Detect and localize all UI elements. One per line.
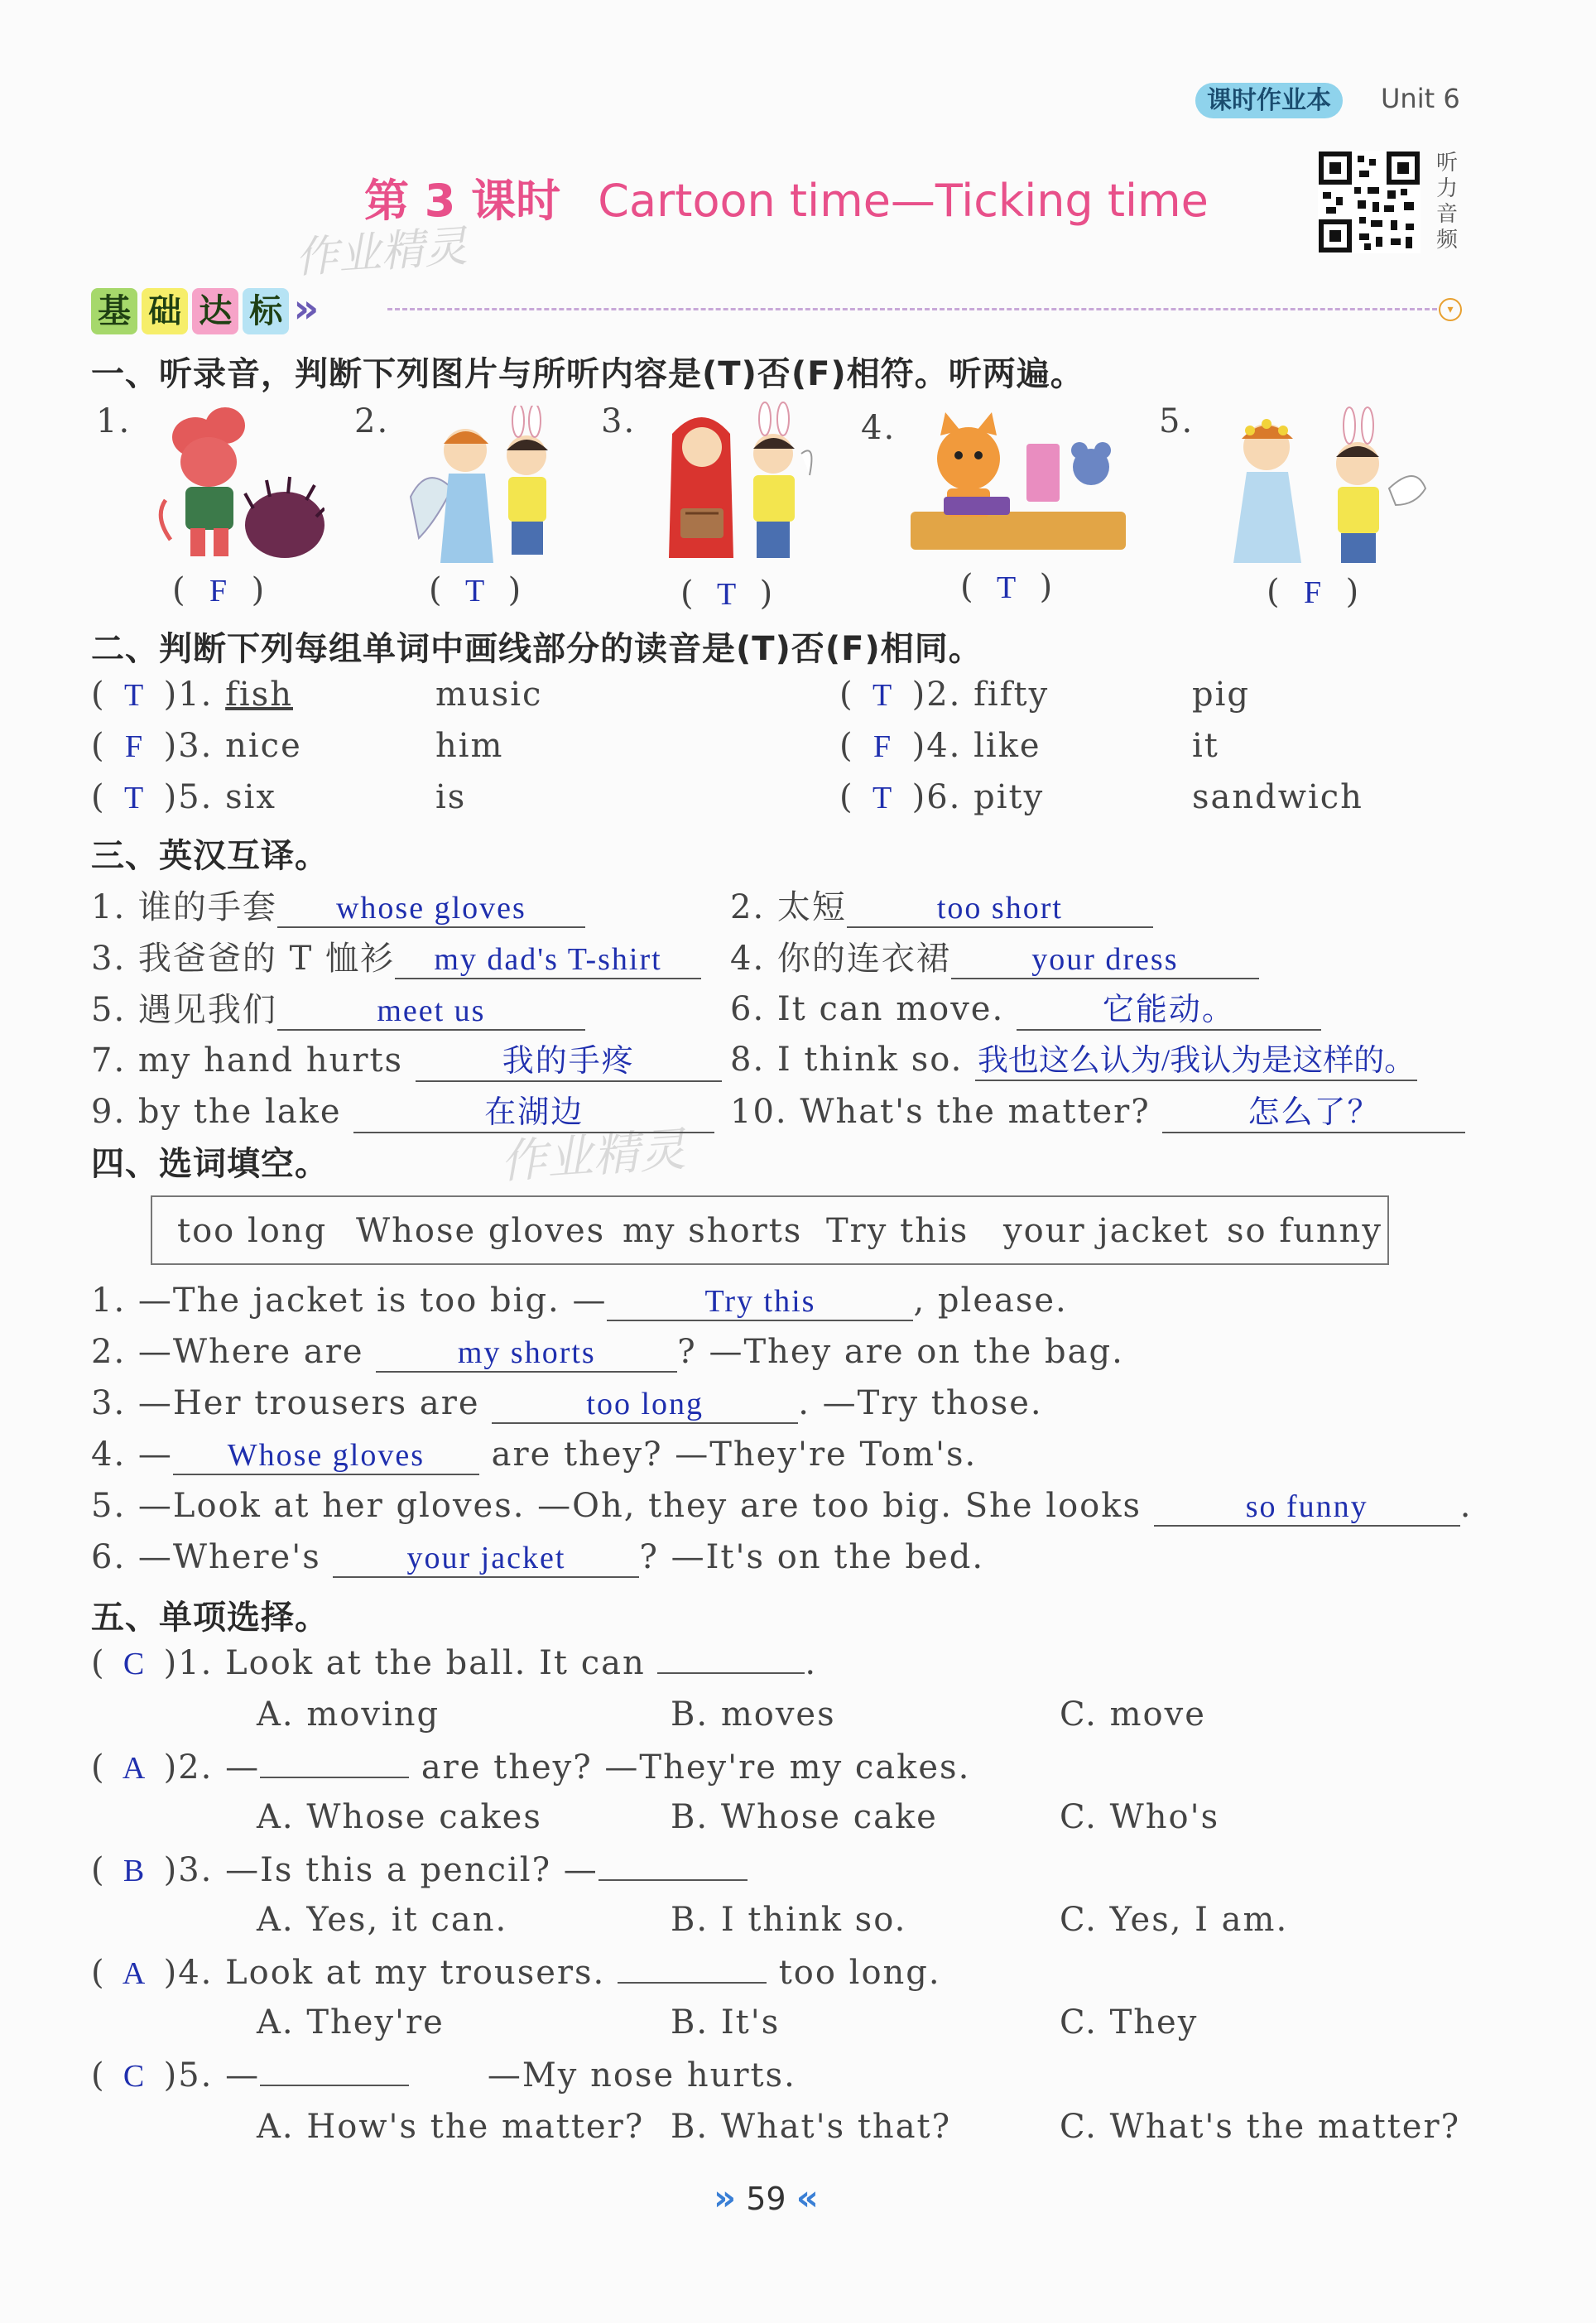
sentence-end: .	[1459, 1487, 1473, 1525]
workbook-badge	[1195, 79, 1343, 116]
question-blank[interactable]	[598, 1879, 748, 1881]
question-text: 6. It can move.	[730, 990, 1005, 1028]
question-blank[interactable]	[260, 1777, 409, 1778]
answer-blank[interactable]: 怎么了？	[1162, 1086, 1465, 1133]
banner-divider	[387, 308, 1437, 310]
section-4-title: 四、选词填空。	[91, 1145, 329, 1183]
question-blank[interactable]	[260, 2085, 409, 2086]
option-b[interactable]: B. It's	[671, 2003, 781, 2042]
option-c[interactable]: C. move	[1060, 1695, 1206, 1734]
lesson-topic: Cartoon time—Ticking time	[598, 175, 1209, 227]
banner-arrow-icon: »	[293, 286, 320, 332]
question-blank[interactable]	[657, 1672, 805, 1674]
choice-item-1: ( C )1. Look at the ball. It can .	[91, 1644, 818, 1682]
item-number: )1.	[163, 676, 214, 714]
answer-text: F	[873, 729, 893, 764]
answer-text: A	[122, 1956, 147, 1991]
sentence-start: 1. —The jacket is too big. —	[91, 1282, 608, 1320]
option-c[interactable]: C. What's the matter?	[1060, 2108, 1461, 2146]
question-text: 4. 你的连衣裙	[730, 940, 951, 978]
item-number: )3.	[163, 727, 214, 765]
choice-item-5: ( C )5. — —My nose hurts.	[91, 2056, 796, 2095]
question-text: 5. 遇见我们	[91, 991, 277, 1029]
watermark: 作业精灵	[293, 221, 469, 284]
answer-blank[interactable]: meet us	[277, 993, 585, 1031]
banner-char: 达	[192, 288, 238, 334]
question-text: 3. 我爸爸的 T 恤衫	[91, 940, 395, 978]
question-stem-end: —My nose hurts.	[487, 2056, 796, 2095]
picture-red-hood-rabbit	[647, 401, 826, 566]
phonics-item-1: ( T )1. fish	[91, 676, 293, 714]
lesson-title	[364, 166, 1209, 229]
phonics-item-3: ( F )3. nice	[91, 727, 302, 765]
question-text: 1. 谁的手套	[91, 888, 277, 926]
translate-item-3	[91, 932, 701, 979]
question-text: 2. 太短	[730, 888, 847, 926]
picture-number: 3.	[601, 402, 637, 440]
translate-item-8	[730, 1035, 1417, 1081]
option-a[interactable]: A. How's the matter?	[257, 2108, 645, 2146]
sentence-start: 3. —Her trousers are	[91, 1384, 480, 1422]
word-a: fish	[225, 676, 293, 714]
translate-item-6	[730, 984, 1321, 1031]
answer-blank[interactable]: so funny	[1154, 1489, 1460, 1527]
answer-slot-2: ( T )	[429, 571, 522, 609]
sentence-end: ? —It's on the bed.	[639, 1538, 985, 1576]
fill-item-3	[91, 1384, 1043, 1424]
sentence-start: 6. —Where's	[91, 1538, 321, 1576]
word-b: him	[435, 727, 504, 765]
answer-text: T	[873, 781, 894, 815]
translate-item-7	[91, 1035, 722, 1082]
phonics-item-5: ( T )5. six	[91, 778, 276, 816]
picture-fairy-rabbit-waving	[1209, 406, 1435, 563]
word-b: it	[1192, 727, 1219, 765]
answer-blank[interactable]: my dad's T-shirt	[395, 941, 701, 979]
banner-char: 标	[243, 288, 289, 334]
answer-slot-3: ( T )	[680, 575, 773, 613]
answer-blank[interactable]: 我的手疼	[416, 1035, 722, 1082]
option-a[interactable]: A. They're	[257, 2003, 445, 2042]
word-a: six	[225, 778, 276, 816]
option-b[interactable]: B. moves	[671, 1695, 836, 1734]
word-b: sandwich	[1192, 778, 1363, 816]
sentence-end: , please.	[913, 1282, 1068, 1320]
answer-blank[interactable]: my shorts	[376, 1335, 677, 1373]
word-a: like	[973, 727, 1041, 765]
banner-char: 础	[142, 288, 188, 334]
option-b[interactable]: B. I think so.	[671, 1901, 907, 1939]
answer-blank[interactable]: 它能动。	[1017, 984, 1321, 1031]
picture-cat-table	[911, 406, 1126, 560]
option-a[interactable]: A. Yes, it can.	[257, 1901, 508, 1939]
answer-slot-5: ( F )	[1267, 573, 1359, 611]
translate-item-5	[91, 984, 585, 1031]
sentence-end: ? —They are on the bag.	[677, 1333, 1124, 1371]
section-2-title: 二、判断下列每组单词中画线部分的读音是(T)否(F)相同。	[91, 630, 983, 668]
word-bank-item: Try this	[826, 1212, 969, 1250]
answer-text: C	[123, 1647, 147, 1681]
sentence-start: 5. —Look at her gloves. —Oh, they are too big. She looks	[91, 1487, 1142, 1525]
word-a: nice	[225, 727, 302, 765]
option-b[interactable]: B. What's that?	[671, 2108, 952, 2146]
answer-slot-1: ( F )	[172, 571, 265, 609]
phonics-item-6: ( T )6. pity	[839, 778, 1045, 816]
choice-item-4: ( A )4. Look at my trousers. too long.	[91, 1954, 941, 1992]
picture-mouse-hedgehog	[146, 401, 324, 563]
question-text: 7. my hand hurts	[91, 1041, 404, 1080]
question-stem-end: too long.	[778, 1954, 941, 1992]
word-bank-item: my shorts	[623, 1212, 803, 1250]
double-chevron-left-icon: «	[796, 2177, 819, 2218]
sentence-start: 2. —Where are	[91, 1333, 364, 1371]
page-footer	[714, 2177, 819, 2218]
translate-item-4	[730, 932, 1259, 979]
answer-blank[interactable]: your jacket	[333, 1540, 639, 1578]
section-3-title: 三、英汉互译。	[91, 837, 329, 875]
translate-item-2	[730, 881, 1153, 928]
answer-text: A	[122, 1751, 147, 1786]
answer-text: F	[125, 729, 145, 764]
item-number: )4.	[911, 727, 962, 765]
word-bank-item: too long	[177, 1212, 328, 1250]
picture-number: 1.	[96, 402, 132, 440]
translate-item-1	[91, 881, 585, 928]
option-c[interactable]: C. They	[1060, 2003, 1199, 2042]
answer-blank[interactable]: whose gloves	[277, 890, 585, 928]
answer-blank[interactable]: Try this	[607, 1283, 913, 1321]
answer-blank[interactable]: 在湖边	[353, 1086, 714, 1133]
banner-char: 基	[91, 288, 137, 334]
answer-text: F	[209, 574, 228, 608]
translate-item-10	[730, 1086, 1465, 1133]
question-stem: )2. —	[163, 1748, 261, 1787]
option-c[interactable]: C. Who's	[1060, 1798, 1220, 1836]
choice-item-3: ( B )3. —Is this a pencil? —	[91, 1851, 748, 1889]
question-stem-end: .	[805, 1644, 818, 1682]
sentence-end: are they? —They're Tom's.	[491, 1436, 978, 1474]
fill-item-4	[91, 1436, 977, 1475]
answer-blank[interactable]: too short	[847, 890, 1153, 928]
answer-blank[interactable]: too long	[492, 1386, 798, 1424]
answer-blank[interactable]: your dress	[951, 941, 1259, 979]
question-stem-end: are they? —They're my cakes.	[421, 1748, 971, 1787]
section-1-title: 一、听录音，判断下列图片与所听内容是(T)否(F)相符。听两遍。	[91, 355, 1084, 393]
answer-slot-4: ( T )	[960, 568, 1053, 606]
answer-text: T	[124, 781, 146, 815]
fill-item-2	[91, 1333, 1124, 1373]
question-blank[interactable]	[618, 1982, 767, 1984]
question-stem: )3. —Is this a pencil? —	[163, 1851, 598, 1889]
sentence-start: 4. —	[91, 1436, 173, 1474]
choice-item-2: ( A )2. — are they? —They're my cakes.	[91, 1748, 971, 1787]
translate-item-9	[91, 1086, 714, 1133]
unit-label: Unit 6	[1381, 83, 1460, 114]
word-b: is	[435, 778, 467, 816]
item-number: )2.	[911, 676, 962, 714]
phonics-item-2: ( T )2. fifty	[839, 676, 1050, 714]
word-a: pity	[973, 778, 1045, 816]
option-c[interactable]: C. Yes, I am.	[1060, 1901, 1289, 1939]
answer-text: T	[124, 678, 146, 713]
sentence-end: . —Try those.	[798, 1384, 1043, 1422]
word-bank-box	[151, 1195, 1389, 1265]
answer-text: T	[873, 678, 894, 713]
fill-item-6	[91, 1538, 984, 1578]
item-number: )6.	[911, 778, 962, 816]
double-chevron-right-icon: »	[714, 2177, 737, 2218]
option-b[interactable]: B. Whose cake	[671, 1798, 938, 1836]
word-a: fifty	[973, 676, 1050, 714]
fill-item-5	[91, 1487, 1472, 1527]
section-5-title: 五、单项选择。	[91, 1599, 329, 1637]
answer-text: B	[123, 1854, 147, 1888]
picture-number: 4.	[861, 409, 897, 447]
page-number: 59	[746, 2181, 786, 2217]
answer-text: F	[1304, 575, 1322, 610]
question-text: 10. What's the matter?	[730, 1093, 1151, 1131]
workbook-badge-label: 课时作业本	[1195, 83, 1343, 118]
picture-number: 2.	[354, 402, 390, 440]
watermark: 作业精灵	[498, 1123, 688, 1190]
word-bank-item: so funny	[1227, 1212, 1383, 1250]
question-text: 9. by the lake	[91, 1093, 342, 1131]
answer-blank[interactable]: Whose gloves	[173, 1437, 479, 1475]
question-stem: )4. Look at my trousers.	[163, 1954, 606, 1992]
question-stem: )5. —	[163, 2056, 261, 2095]
section-banner	[91, 277, 319, 334]
item-number: )5.	[163, 778, 214, 816]
chevron-down-icon: ▾	[1439, 298, 1462, 321]
question-stem: )1. Look at the ball. It can	[163, 1644, 646, 1682]
answer-text: C	[123, 2059, 147, 2094]
option-a[interactable]: A. Whose cakes	[257, 1798, 542, 1836]
answer-text: T	[997, 570, 1017, 605]
picture-fairy-rabbit	[402, 406, 576, 563]
question-text: 8. I think so.	[730, 1041, 964, 1079]
answer-text: T	[465, 574, 485, 608]
qr-code-icon[interactable]	[1318, 151, 1421, 253]
word-b: music	[435, 676, 543, 714]
phonics-item-4: ( F )4. like	[839, 727, 1041, 765]
audio-label: 听力音频	[1435, 151, 1458, 252]
answer-blank[interactable]: 我也这么认为/我认为是这样的。	[975, 1035, 1417, 1081]
word-bank-item: Whose gloves	[356, 1212, 606, 1250]
answer-text: T	[717, 577, 737, 612]
lesson-number: 第 3 课时	[364, 175, 561, 227]
fill-item-1	[91, 1282, 1068, 1321]
option-a[interactable]: A. moving	[257, 1695, 440, 1734]
word-bank-item: your jacket	[1003, 1212, 1209, 1250]
word-b: pig	[1192, 676, 1251, 714]
picture-number: 5.	[1159, 402, 1195, 440]
